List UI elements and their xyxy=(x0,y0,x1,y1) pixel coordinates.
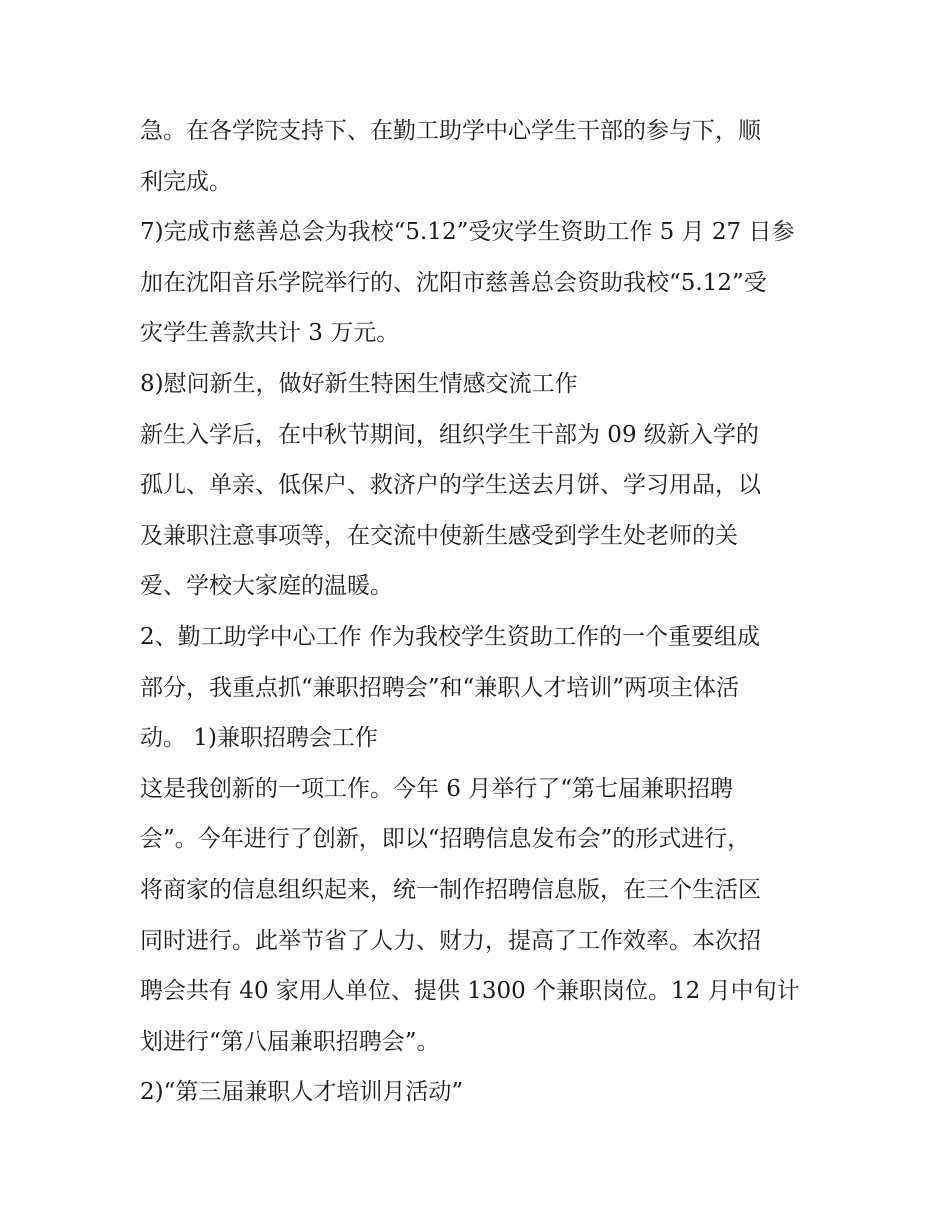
text-line: 及兼职注意事项等，在交流中使新生感受到学生处老师的关 xyxy=(140,522,738,549)
text-line: 2)“第三届兼职人才培训月活动” xyxy=(140,1079,464,1106)
text-line: 灾学生善款共计 3 万元。 xyxy=(140,320,400,347)
text-line: 同时进行。此举节省了人力、财力，提高了工作效率。本次招 xyxy=(140,927,761,954)
text-line: 这是我创新的一项工作。今年 6 月举行了“第七届兼职招聘 xyxy=(140,775,734,802)
text-line: 8)慰问新生，做好新生特困生情感交流工作 xyxy=(140,370,578,397)
text-line: 急。在各学院支持下、在勤工助学中心学生干部的参与下，顺 xyxy=(140,118,761,144)
text-line: 利完成。 xyxy=(140,168,232,195)
text-line: 会”。今年进行了创新，即以“招聘信息发布会”的形式进行， xyxy=(140,826,751,853)
text-line: 将商家的信息组织起来，统一制作招聘信息版，在三个生活区 xyxy=(140,876,761,903)
text-line: 7)完成市慈善总会为我校“5.12”受灾学生资助工作 5 月 27 日参 xyxy=(140,219,795,246)
text-line: 加在沈阳音乐学院举行的、沈阳市慈善总会资助我校“5.12”受 xyxy=(140,269,767,296)
text-line: 动。 1)兼职招聘会工作 xyxy=(140,725,378,752)
document-body xyxy=(140,106,820,1118)
text-line: 新生入学后，在中秋节期间，组织学生干部为 09 级新入学的 xyxy=(140,421,759,448)
text-line: 部分，我重点抓“兼职招聘会”和“兼职人才培训”两项主体活 xyxy=(140,674,740,701)
text-line: 2、勤工助学中心工作 作为我校学生资助工作的一个重要组成 xyxy=(140,623,760,650)
text-line: 划进行“第八届兼职招聘会”。 xyxy=(140,1028,440,1055)
text-line: 爱、学校大家庭的温暖。 xyxy=(140,573,393,600)
text-line: 孤儿、单亲、低保户、救济户的学生送去月饼、学习用品，以 xyxy=(140,472,761,499)
text-line: 聘会共有 40 家用人单位、提供 1300 个兼职岗位。12 月中旬计 xyxy=(140,978,800,1005)
